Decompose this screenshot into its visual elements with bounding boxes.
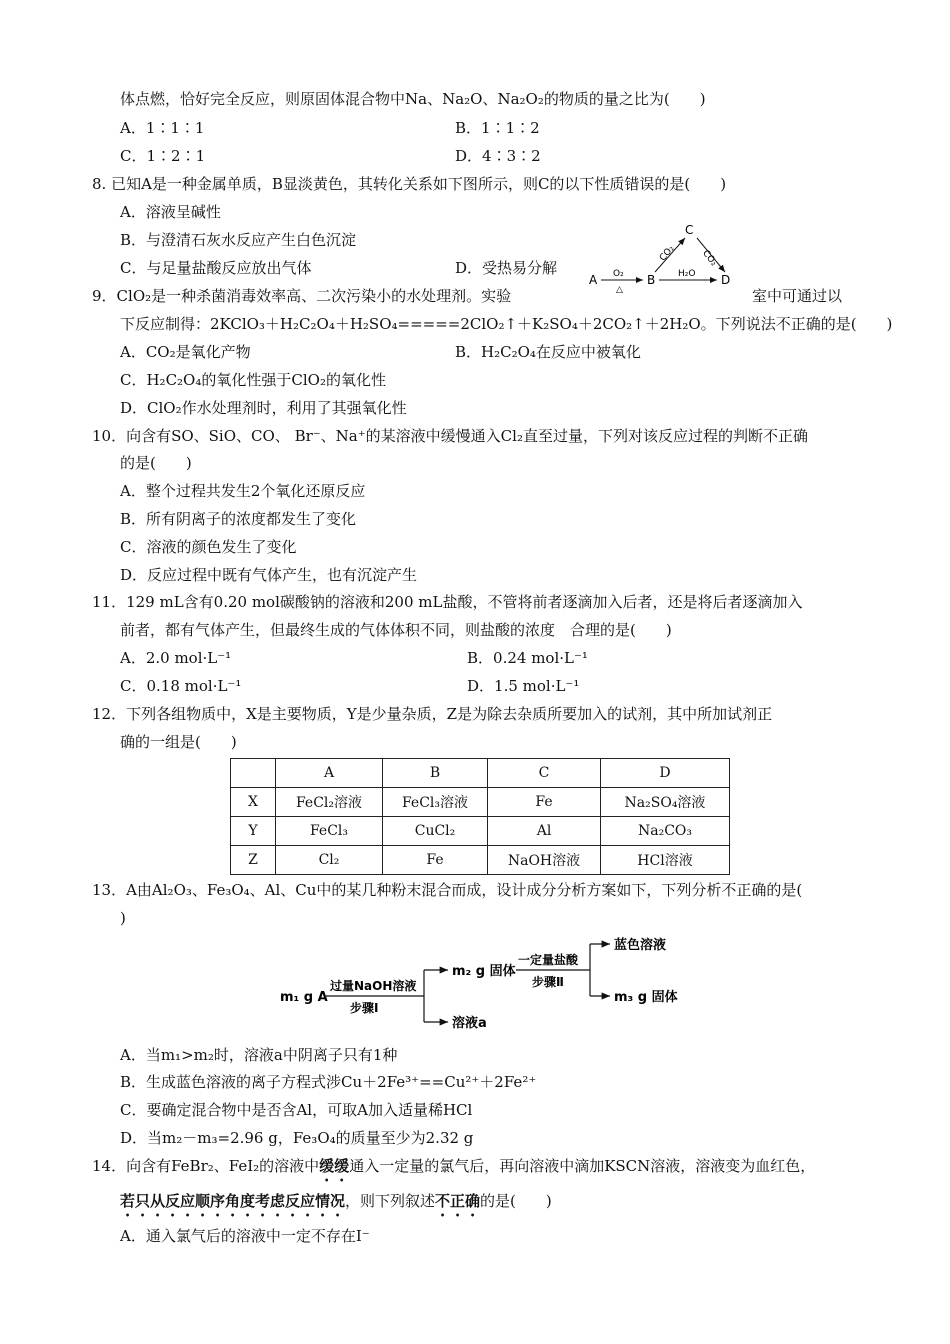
diagram-label-co2-left: CO₂ xyxy=(658,243,677,264)
q7-option-c: C．1∶2∶1 xyxy=(120,147,206,165)
diagram-node-d: D xyxy=(721,273,731,287)
q8-option-b: B．与澄清石灰水反应产生白色沉淀 xyxy=(120,231,357,249)
q8-option-a: A．溶液呈碱性 xyxy=(120,203,221,221)
diagram-label-o2: O₂ xyxy=(613,269,624,279)
q14-emphasis-incorrect: 不正确 xyxy=(435,1192,481,1210)
q8-stem: 8. 已知A是一种金属单质，B显淡黄色，其转化关系如下图所示，则C的以下性质错误的是( ) xyxy=(92,175,727,193)
table-cell: Fe xyxy=(383,846,488,875)
table-row xyxy=(231,817,730,846)
q11-stem-line1: 11．129 mL含有0.20 mol碳酸钠的溶液和200 mL盐酸，不管将前者逐滴加入后者，还是将后者逐滴加入 xyxy=(92,593,803,611)
q14-text-2b: ，则下列叙述 xyxy=(345,1192,436,1210)
q13-option-b: B．生成蓝色溶液的离子方程式涉Cu＋2Fe³⁺==Cu²⁺＋2Fe²⁺ xyxy=(120,1073,537,1091)
q10-option-a: A．整个过程共发生2个氧化还原反应 xyxy=(120,482,366,500)
q9-option-b: B．H₂C₂O₄在反应中被氧化 xyxy=(455,343,641,361)
q11-option-d: D．1.5 mol·L⁻¹ xyxy=(467,677,580,695)
table-row xyxy=(231,846,730,875)
q10-option-b: B．所有阴离子的浓度都发生了变化 xyxy=(120,510,357,528)
q11-option-a: A．2.0 mol·L⁻¹ xyxy=(120,649,232,667)
diagram-label-heat: △ xyxy=(616,285,623,295)
table-cell: Cl₂ xyxy=(276,846,383,875)
q9-option-a: A．CO₂是氧化产物 xyxy=(120,343,251,361)
table-cell: Fe xyxy=(488,788,601,817)
table-cell: Na₂CO₃ xyxy=(601,817,730,846)
q13-option-d: D．当m₂－m₃=2.96 g，Fe₃O₄的质量至少为2.32 g xyxy=(120,1129,474,1147)
table-header-cell: B xyxy=(383,759,488,788)
table-row xyxy=(231,788,730,817)
flow-solid-m2: m₂ g 固体 xyxy=(452,964,516,979)
q13-stem-line2: ) xyxy=(120,909,126,927)
table-cell: X xyxy=(231,788,276,817)
flow-blue-solution: 蓝色溶液 xyxy=(614,938,667,953)
q14-stem-line1 xyxy=(92,1155,815,1185)
diagram-node-b: B xyxy=(647,273,656,287)
flow-start: m₁ g A xyxy=(280,990,328,1005)
table-cell: Al xyxy=(488,817,601,846)
q12-stem-line1: 12．下列各组物质中，X是主要物质，Y是少量杂质，Z是为除去杂质所要加入的试剂，其中所加试剂正 xyxy=(92,705,773,723)
flow-step2-reagent: 一定量盐酸 xyxy=(518,953,579,967)
table-cell: NaOH溶液 xyxy=(488,846,601,875)
q14-text-2d: 的是( ) xyxy=(480,1192,552,1210)
q14-emphasis-order: 若只从反应顺序角度考虑反应情况 xyxy=(120,1192,346,1210)
q8-option-c: C．与足量盐酸反应放出气体 xyxy=(120,259,312,277)
q11-option-c: C．0.18 mol·L⁻¹ xyxy=(120,677,242,695)
q10-stem-line2: 的是( ) xyxy=(120,454,192,472)
table-cell: FeCl₂溶液 xyxy=(276,788,383,817)
q14-option-a: A．通入氯气后的溶液中一定不存在I⁻ xyxy=(120,1227,370,1245)
table-header-cell: C xyxy=(488,759,601,788)
q9-option-d: D．ClO₂作水处理剂时，利用了其强氧化性 xyxy=(120,399,407,417)
q7-option-b: B．1∶1∶2 xyxy=(455,119,540,137)
q7-stem-line: 体点燃，恰好完全反应，则原固体混合物中Na、Na₂O、Na₂O₂的物质的量之比为( ) xyxy=(120,90,706,108)
q13-flow-diagram xyxy=(270,928,710,1038)
table-header-cell: D xyxy=(601,759,730,788)
q14-text-1a: 14．向含有FeBr₂、FeI₂的溶液中 xyxy=(92,1157,320,1175)
flow-solid-m3: m₃ g 固体 xyxy=(614,990,678,1005)
flow-step2-label: 步骤Ⅱ xyxy=(532,975,564,989)
q14-stem-line2 xyxy=(120,1190,552,1220)
q14-text-1c: 通入一定量的氯气后，再向溶液中滴加KSCN溶液，溶液变为血红色， xyxy=(349,1157,816,1175)
table-cell: HCl溶液 xyxy=(601,846,730,875)
q11-option-b: B．0.24 mol·L⁻¹ xyxy=(467,649,588,667)
flow-solution-a: 溶液a xyxy=(452,1016,487,1031)
q8-option-d: D．受热易分解 xyxy=(455,259,558,277)
q12-table xyxy=(230,758,730,875)
table-header-cell xyxy=(231,759,276,788)
q9-stem-line2: 下反应制得：2KClO₃＋H₂C₂O₄＋H₂SO₄=====2ClO₂↑＋K₂SO₄＋2CO₂↑＋2H₂O。下列说法不正确的是( ) xyxy=(120,315,893,333)
q13-stem-line1: 13．A由Al₂O₃、Fe₃O₄、Al、Cu中的某几种粉末混合而成，设计成分分析方案如下，下列分析不正确的是( xyxy=(92,881,803,899)
diagram-node-c: C xyxy=(685,223,694,237)
table-cell: Y xyxy=(231,817,276,846)
q9-stem-line1b: 室中可通过以 xyxy=(752,287,843,305)
table-cell: CuCl₂ xyxy=(383,817,488,846)
table-header-cell: A xyxy=(276,759,383,788)
table-cell: FeCl₃ xyxy=(276,817,383,846)
table-cell: Na₂SO₄溶液 xyxy=(601,788,730,817)
table-row xyxy=(231,759,730,788)
q13-option-a: A．当m₁>m₂时，溶液a中阴离子只有1种 xyxy=(120,1046,398,1064)
flow-step1-label: 步骤Ⅰ xyxy=(350,1001,379,1015)
table-cell: Z xyxy=(231,846,276,875)
diagram-label-co2-right: CO₂ xyxy=(700,248,719,269)
diagram-node-a: A xyxy=(589,273,598,287)
q7-option-a: A．1∶1∶1 xyxy=(120,119,205,137)
q12-stem-line2: 确的一组是( ) xyxy=(120,733,237,751)
q10-option-d: D．反应过程中既有气体产生，也有沉淀产生 xyxy=(120,566,418,584)
q14-emphasis-slowly: 缓缓 xyxy=(319,1157,350,1175)
q10-stem-line1: 10．向含有SO、SiO、CO、 Br⁻、Na⁺的某溶液中缓慢通入Cl₂直至过量，下列对该反应过程的判断不正确 xyxy=(92,427,808,445)
diagram-label-h2o: H₂O xyxy=(678,269,696,279)
table-cell: FeCl₃溶液 xyxy=(383,788,488,817)
q9-stem-line1a: 9．ClO₂是一种杀菌消毒效率高、二次污染小的水处理剂。实验 xyxy=(92,287,512,305)
q11-stem-line2: 前者，都有气体产生，但最终生成的气体体积不同，则盐酸的浓度 合理的是( ) xyxy=(120,621,672,639)
q10-option-c: C．溶液的颜色发生了变化 xyxy=(120,538,297,556)
q8-conversion-diagram xyxy=(585,222,745,298)
q9-option-c: C．H₂C₂O₄的氧化性强于ClO₂的氧化性 xyxy=(120,371,386,389)
q7-option-d: D．4∶3∶2 xyxy=(455,147,541,165)
flow-step1-reagent: 过量NaOH溶液 xyxy=(330,979,417,993)
q13-option-c: C．要确定混合物中是否含Al，可取A加入适量稀HCl xyxy=(120,1101,473,1119)
